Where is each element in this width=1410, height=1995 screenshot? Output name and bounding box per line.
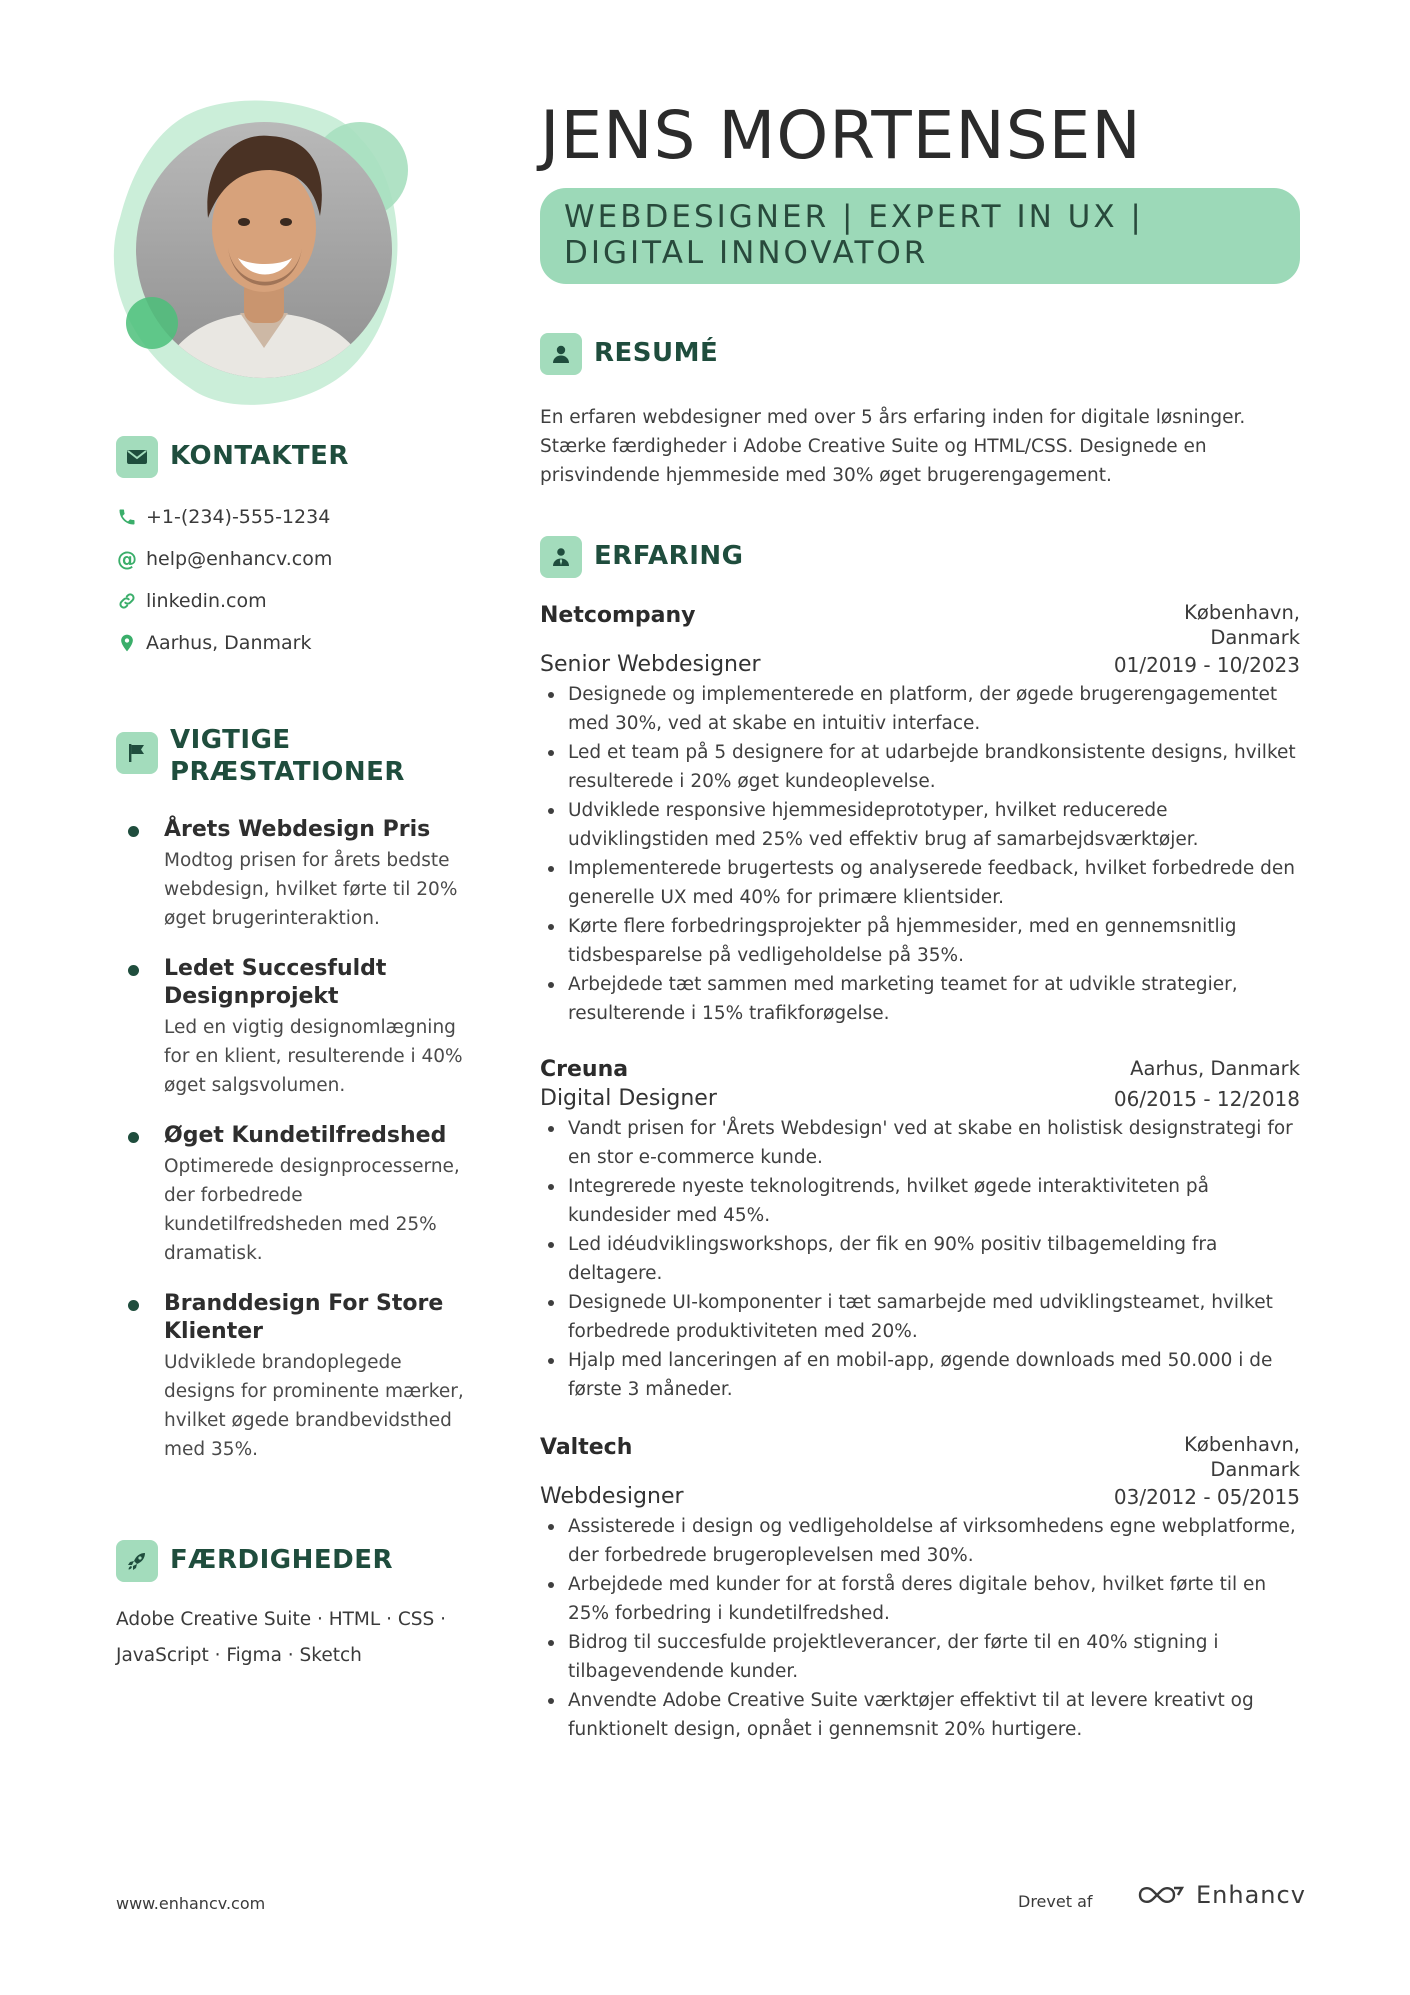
flag-icon	[116, 732, 158, 774]
candidate-name: JENS MORTENSEN	[540, 97, 1142, 174]
summary-text: En erfaren webdesigner med over 5 års erfaring inden for digitale løsninger. Stærke færdigheder i Adobe Creative Suite og HTML/CSS. Designede en prisvindende hjemmeside med 30% øget brugerengagement.	[540, 407, 1246, 486]
bullet-item: Bidrog til succesfulde projektleverancer, der førte til en 40% stigning i tilbagevendende kunder.	[540, 1628, 1300, 1686]
job-entry	[540, 1056, 1300, 1404]
job-bullets	[540, 680, 1300, 1028]
experience-heading	[540, 536, 1300, 578]
summary-section	[540, 333, 1300, 490]
job-role: Digital Designer	[540, 1086, 717, 1111]
skills-title: FÆRDIGHEDER	[170, 1545, 393, 1575]
bullet-item: Arbejdede tæt sammen med marketing teamet for at udvikle strategier, resulterende i 15% trafikforøgelse.	[540, 970, 1300, 1028]
company-name: Creuna	[540, 1057, 629, 1082]
phone-icon	[116, 506, 138, 528]
experience-title: ERFARING	[594, 541, 744, 571]
achievements-title: VIGTIGE PRÆSTATIONER	[170, 725, 405, 787]
bullet-item: Vandt prisen for 'Årets Webdesign' ved at skabe en holistisk designstrategi for en stor e-commerce kunde.	[540, 1114, 1300, 1172]
contacts-title: KONTAKTER	[170, 441, 349, 471]
footer-website-link[interactable]: www.enhancv.com	[116, 1894, 266, 1913]
achievement-item	[116, 1122, 476, 1268]
achievements-list	[116, 816, 476, 1464]
achievements-heading	[116, 720, 476, 788]
rocket-icon	[116, 1540, 158, 1582]
bullet-item: Hjalp med lanceringen af en mobil-app, øgende downloads med 50.000 i de første 3 måneder.	[540, 1346, 1300, 1404]
contacts-heading	[116, 436, 476, 478]
contacts-section	[116, 436, 476, 664]
achievement-title: Årets Webdesign Pris	[164, 817, 431, 842]
email-text: help@enhancv.com	[146, 548, 333, 570]
footer-brand-name: Enhancv	[1196, 1881, 1306, 1909]
achievement-item	[116, 816, 476, 933]
achievement-desc: Modtog prisen for årets bedste webdesign, hvilket førte til 20% øget brugerinteraktion.	[164, 850, 458, 929]
company-name: Valtech	[540, 1435, 633, 1460]
job-dates: 03/2012 - 05/2015	[1113, 1485, 1300, 1509]
map-pin-icon	[116, 632, 138, 654]
skills-section	[116, 1540, 476, 1674]
bullet-item: Integrerede nyeste teknologitrends, hvilket øgede interaktiviteten på kundesider med 45%.	[540, 1172, 1300, 1230]
bullet-item: Designede og implementerede en platform, der øgede brugerengagementet med 30%, ved at skabe en intuitiv interface.	[540, 680, 1300, 738]
briefcase-user-icon	[540, 536, 582, 578]
job-location: København, Danmark	[1184, 1433, 1300, 1481]
skills-list: Adobe Creative Suite · HTML · CSS · JavaScript · Figma · Sketch	[116, 1609, 447, 1666]
achievements-section	[116, 720, 476, 1486]
achievement-item	[116, 955, 476, 1100]
job-bullets	[540, 1512, 1300, 1744]
bullet-item: Anvendte Adobe Creative Suite værktøjer effektivt til at levere kreativt og funktionelt design, opnået i gennemsnit 20% hurtigere.	[540, 1686, 1300, 1744]
bullet-item: Assisterede i design og vedligeholdelse af virksomhedens egne webplatforme, der forbedrede brugeroplevelsen med 30%.	[540, 1512, 1300, 1570]
job-dates: 06/2015 - 12/2018	[1113, 1087, 1300, 1111]
job-role: Senior Webdesigner	[540, 652, 761, 677]
achievement-desc: Udviklede brandoplegede designs for prominente mærker, hvilket øgede brandbevidsthed med 35%.	[164, 1352, 464, 1460]
location-text: Aarhus, Danmark	[146, 632, 312, 654]
avatar	[110, 98, 430, 418]
achievement-item	[116, 1290, 476, 1464]
bullet-dot	[128, 826, 139, 837]
job-entry	[540, 600, 1300, 1028]
bullet-dot	[128, 1132, 139, 1143]
at-icon: @	[117, 547, 137, 571]
job-entry	[540, 1432, 1300, 1744]
experience-section	[540, 536, 1300, 1744]
bullet-item: Designede UI-komponenter i tæt samarbejde med udviklingsteamet, hvilket forbedrede produktiviteten med 20%.	[540, 1288, 1300, 1346]
footer-brand-logo[interactable]	[1136, 1880, 1306, 1910]
bullet-dot	[128, 1300, 139, 1311]
bullet-item: Implementerede brugertests og analyserede feedback, hvilket forbedrede den generelle UX med 40% for primære klientsider.	[540, 854, 1300, 912]
contact-phone[interactable]	[116, 496, 476, 538]
achievement-title: Ledet Succesfuldt Designprojekt	[164, 956, 387, 1009]
phone-text: +1-(234)-555-1234	[146, 506, 331, 528]
achievement-title: Branddesign For Store Klienter	[164, 1291, 444, 1344]
bullet-item: Kørte flere forbedringsprojekter på hjemmesider, med en gennemsnitlig tidsbesparelse på vedligeholdelse på 35%.	[540, 912, 1300, 970]
bullet-item: Arbejdede med kunder for at forstå deres digitale behov, hvilket førte til en 25% forbedring i kundetilfredshed.	[540, 1570, 1300, 1628]
contact-linkedin[interactable]	[116, 580, 476, 622]
job-bullets	[540, 1114, 1300, 1404]
enhancv-logo-icon	[1136, 1880, 1186, 1910]
achievement-desc: Optimerede designprocesserne, der forbedrede kundetilfredsheden med 25% dramatisk.	[164, 1156, 460, 1264]
user-icon	[540, 333, 582, 375]
achievement-title: Øget Kundetilfredshed	[164, 1123, 447, 1148]
company-name: Netcompany	[540, 603, 696, 628]
summary-title: RESUMÉ	[594, 338, 719, 368]
job-role: Webdesigner	[540, 1484, 684, 1509]
headline-text: WEBDESIGNER | EXPERT IN UX | DIGITAL INNOVATOR	[564, 199, 1144, 271]
linkedin-text: linkedin.com	[146, 590, 267, 612]
job-dates: 01/2019 - 10/2023	[1113, 653, 1300, 677]
bullet-item: Led et team på 5 designere for at udarbejde brandkonsistente designs, hvilket resulterede i 20% øget kundeoplevelse.	[540, 738, 1300, 796]
skills-heading	[116, 1540, 476, 1582]
profile-photo	[110, 98, 430, 418]
headline-banner	[540, 188, 1300, 284]
bullet-dot	[128, 965, 139, 976]
job-location: Aarhus, Danmark	[1130, 1057, 1300, 1080]
contact-location	[116, 622, 476, 664]
job-location: København, Danmark	[1184, 601, 1300, 649]
contact-email[interactable]	[116, 538, 476, 580]
envelope-icon	[116, 436, 158, 478]
link-icon	[116, 590, 138, 612]
footer-powered-by: Drevet af	[1018, 1892, 1093, 1911]
summary-heading	[540, 333, 1300, 375]
bullet-item: Udviklede responsive hjemmesideprototyper, hvilket reducerede udviklingstiden med 25% ved effektiv brug af samarbejdsværktøjer.	[540, 796, 1300, 854]
bullet-item: Led idéudviklingsworkshops, der fik en 90% positiv tilbagemelding fra deltagere.	[540, 1230, 1300, 1288]
achievement-desc: Led en vigtig designomlægning for en klient, resulterende i 40% øget salgsvolumen.	[164, 1017, 463, 1096]
